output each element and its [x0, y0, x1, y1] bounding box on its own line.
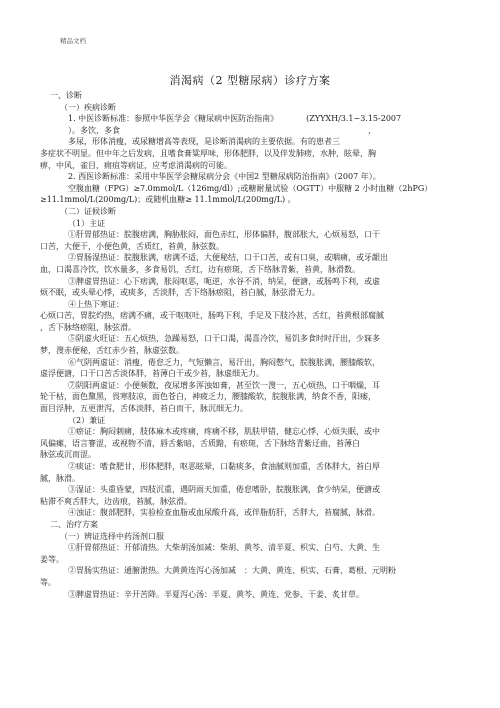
paragraph-line: ①肝胃郁热证：脘腹痞满，胸胁胀闷，面色赤红，形体偏胖，腹部胀大，心烦易怒，口干 [68, 230, 380, 240]
paragraph-line: 痹，中风，雀目，痈疽等病证，应考虑消渴病的可能。 [40, 160, 232, 170]
paragraph-line: 腻，脉滑。 [40, 473, 80, 483]
paragraph-line: ②痰证：嗜食肥甘，形体肥胖，呕恶眩晕，口黏痰多，食油腻则加重，舌体胖大，苔白厚 [68, 462, 380, 471]
paragraph-line: 面目浮肿，五更泄泻，舌体淡胖，苔白而干，脉沉细无力。 [40, 404, 248, 414]
subsection-heading: （一）疾病诊断 [60, 102, 116, 112]
section-heading: 二、治疗方案 [50, 519, 98, 529]
paragraph-line: 空腹血糖（FPG）≥7.0mmol/L（126mg/dl）;或糖耐量试验（OGTT）中服糖 2 小时血糖（2hPG） [68, 183, 433, 193]
paragraph-line: ②胃肠湿热证：脘腹胀满，痞满不适，大便秘结，口干口苦，或有口臭，或咽痛，或牙龈出 [68, 253, 388, 263]
paragraph-line: 多尿，形体消瘦，或尿糖增高等表现，是诊断消渴病的主要依据。有的患者三 [68, 137, 340, 147]
paragraph-line: 粘滞不爽舌胖大，边齿痕，苔腻，脉弦滑。 [40, 496, 192, 506]
subsection-label: （1）主证 [68, 218, 106, 228]
paragraph-line: ≥11.1mmol/L(200mg/L)；或随机血糖≥ 11.1mmol/L(200mg/L) 。 [40, 195, 296, 205]
document-title: 消渴病（2 型糖尿病）诊疗方案 [169, 74, 331, 87]
paragraph-line: 口苦，大便干，小便色黄，舌质红，苔黄，脉弦数。 [40, 241, 224, 251]
section-heading: 一、诊断 [50, 91, 82, 100]
paragraph-line: ③脾虚胃热证：辛开苦降。半夏泻心汤：半夏、黄芩、黄连、党参、干姜、炙甘草。 [68, 589, 364, 599]
paragraph-line: 烦不眠，或头晕心悸，或痰多，舌淡胖，舌下络脉瘀阻，苔白腻，脉弦滑无力。 [40, 288, 320, 298]
subsection-heading: （二）证候诊断 [60, 206, 116, 216]
header-tag: 精品文档 [60, 37, 86, 45]
paragraph-line: ③脾虚胃热证：心下痞满，胀闷呕恶，呃逆，水谷不消，纳呆，便溏，或肠鸣下利，或虚 [68, 276, 380, 286]
paragraph-line: ③湿证：头重昏蒙，四肢沉重，遇阴雨天加重，倦怠嗜卧，脘腹胀满，食少纳呆，便溏或 [68, 485, 380, 495]
paragraph-line: ②胃肠实热证：通腑泄热。大黄黄连泻心汤加减 ：大黄、黄连、枳实、石膏、葛根、元明粉 [68, 566, 396, 576]
paragraph-line: 1. 中医诊断标准：参照中华医学会《糖尿病中医防治指南》 (ZYYXH/3.1~3.15-2007 [68, 114, 402, 124]
paragraph-line: ①瘀证：胸闷刺痛，肢体麻木或疼痛，疼痛不移，肌肤甲错，健忘心悸，心烦失眠，或中 [68, 427, 380, 437]
paragraph-line: 轮干枯，面色黧黑，畏寒肢凉，面色苍白，神疲乏力，腰膝酸软，脘腹胀满，纳食不香，阳痿， [40, 392, 376, 402]
document-body [40, 90, 470, 600]
paragraph-line: ⑥气阴两虚证：消瘦，倦怠乏力，气短懒言，易汗出，胸闷憋气，脘腹胀满，腰膝酸软， [68, 357, 380, 367]
paragraph-line: 风偏瘫，语言謇涩，或视物不清，唇舌紫暗，舌质黯，有瘀斑，舌下脉络青紫迂曲，苔薄白 [40, 438, 360, 448]
paragraph-line: ⑤阴虚火旺证：五心烦热，急躁易怒，口干口渴，渴喜冷饮，易饥多食时时汗出，少寐多 [68, 334, 380, 344]
paragraph-line: 脉弦或沉而涩。 [40, 450, 96, 460]
subsection-heading: （一）辨证选择中药汤剂口服 [60, 531, 164, 541]
paragraph-line: 2. 西医诊断标准：采用中华医学会糖尿病分会《中国2 型糖尿病防治指南》（2007 年）。 [68, 172, 381, 182]
paragraph-line: ）。多饮，多食 ， [68, 125, 376, 135]
paragraph-line: 梦，溲赤便秘，舌红赤少苔，脉虚弦数。 [40, 346, 184, 356]
paragraph-line: 虚浮便溏，口干口苦舌淡体胖，苔薄白干或少苔，脉虚细无力。 [40, 369, 264, 379]
paragraph-line: ①肝胃郁热证：开郁清热。大柴胡汤加减：柴胡、黄芩、清半夏、枳实、白芍、大黄、生 [68, 543, 380, 553]
paragraph-line: ④浊证：腹部肥胖，实验检查血脂或血尿酸升高，或伴脂肪肝，舌胖大，苔腐腻，脉滑。 [68, 508, 380, 518]
paragraph-line: 等。 [40, 577, 56, 587]
paragraph-line: 姜等。 [40, 554, 64, 564]
paragraph-line: 心烦口苦，胃脘灼热，痞满不痛，或干呕呕吐，肠鸣下利，手足及下肢冷甚，舌红，苔黄根部腐腻 [40, 311, 384, 321]
subsection-label: （2）兼证 [68, 415, 106, 425]
paragraph-line: ④上热下寒证： [68, 299, 124, 309]
paragraph-line: 血，口渴喜冷饮，饮水量多，多食易饥，舌红，边有瘀斑，舌下络脉青紫，苔黄，脉滑数。 [40, 264, 360, 274]
paragraph-line: ⑦阴阳两虚证：小便频数，夜尿增多浑浊如膏，甚至饮一溲一，五心烦热，口干咽燥，耳 [68, 380, 380, 390]
paragraph-line: ，舌下脉络瘀阻，脉弦滑。 [40, 322, 136, 332]
paragraph-line: 多症状不明显。但中年之后发病，且嗜食膏粱厚味，形体肥胖，以及伴发肺痨，水肿，眩晕，胸 [40, 148, 376, 158]
